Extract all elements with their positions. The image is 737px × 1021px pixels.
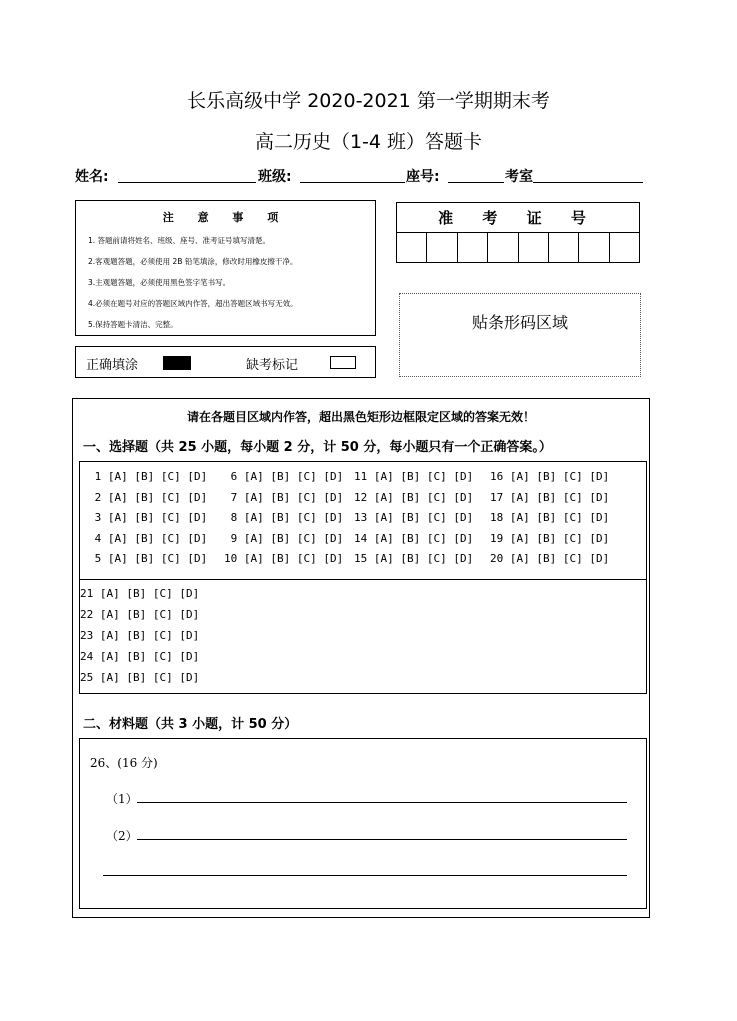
correct-fill-sample [163, 356, 191, 370]
question-15[interactable]: 15 [A] [B] [C] [D] [354, 552, 474, 565]
room-label: 考室 [505, 169, 533, 185]
question-21[interactable]: 21 [A] [B] [C] [D] [80, 587, 200, 600]
question-6[interactable]: 6 [A] [B] [C] [D] [224, 470, 344, 483]
question-2[interactable]: 2 [A] [B] [C] [D] [88, 490, 208, 504]
barcode-label: 贴条形码区域 [471, 313, 568, 332]
section1-title: 一、选择题（共 25 小题，每小题 2 分，计 50 分，每小题只有一个正确答案。） [83, 440, 552, 455]
choice-grid [79, 461, 647, 694]
name-label: 姓名: [75, 169, 109, 185]
q26-sub2-label: （2） [106, 829, 138, 843]
q26-sub2-answer-line[interactable] [137, 839, 627, 840]
exam-id-cell[interactable] [488, 233, 518, 262]
exam-id-cell[interactable] [458, 233, 488, 262]
question-25[interactable]: 25 [A] [B] [C] [D] [80, 671, 200, 684]
q26-label: 26、(16 分) [90, 756, 158, 770]
name-field[interactable] [118, 182, 256, 183]
seat-label: 座号: [406, 169, 440, 185]
room-field[interactable] [533, 182, 643, 183]
exam-id-cell[interactable] [519, 233, 549, 262]
question-1[interactable]: 1 [A] [B] [C] [D] [88, 470, 208, 483]
class-field[interactable] [300, 182, 405, 183]
exam-id-cell[interactable] [610, 233, 639, 262]
question-8[interactable]: 8 [A] [B] [C] [D] [224, 511, 344, 524]
question-16[interactable]: 16 [A] [B] [C] [D] [490, 470, 610, 483]
absent-mark-box[interactable] [330, 356, 356, 369]
question-13[interactable]: 13 [A] [B] [C] [D] [354, 511, 474, 524]
exam-id-title: 准 考 证 号 [397, 203, 639, 233]
fill-legend [75, 346, 376, 378]
question-23[interactable]: 23 [A] [B] [C] [D] [80, 629, 200, 642]
seat-field[interactable] [448, 182, 504, 183]
question-3[interactable]: 3 [A] [B] [C] [D] [88, 511, 208, 524]
question-5[interactable]: 5 [A] [B] [C] [D] [88, 552, 208, 565]
question-20[interactable]: 20 [A] [B] [C] [D] [490, 552, 610, 565]
notice-item: 4.必须在题号对应的答题区域内作答，超出答题区域书写无效。 [88, 299, 298, 308]
question-11[interactable]: 11 [A] [B] [C] [D] [354, 470, 474, 483]
exam-id-cells [397, 233, 639, 262]
question-19[interactable]: 19 [A] [B] [C] [D] [490, 531, 610, 545]
notice-item: 3.主观题答题，必须使用黑色签字笔书写。 [88, 278, 231, 287]
q26-sub1-answer-line[interactable] [137, 802, 627, 803]
section2-title: 二、材料题（共 3 小题，计 50 分） [83, 717, 298, 732]
question-24[interactable]: 24 [A] [B] [C] [D] [80, 650, 200, 663]
page-subtitle: 高二历史（1-4 班）答题卡 [254, 131, 483, 153]
notice-item: 2.客观题答题，必须使用 2B 铅笔填涂，修改时用橡皮擦干净。 [88, 257, 298, 266]
exam-id-cell[interactable] [549, 233, 579, 262]
q26-answer-line[interactable] [103, 875, 627, 876]
answer-warning: 请在各题目区域内作答，超出黑色矩形边框限定区域的答案无效！ [186, 410, 535, 424]
exam-id-box [396, 202, 640, 263]
barcode-area [399, 293, 641, 377]
question-18[interactable]: 18 [A] [B] [C] [D] [490, 511, 610, 524]
exam-id-cell[interactable] [397, 233, 427, 262]
question-4[interactable]: 4 [A] [B] [C] [D] [88, 531, 208, 545]
exam-id-cell[interactable] [579, 233, 609, 262]
q26-sub1-label: （1） [106, 792, 138, 806]
question-10[interactable]: 10 [A] [B] [C] [D] [224, 552, 344, 565]
material-question-box [79, 738, 647, 909]
page-title: 长乐高级中学 2020-2021 第一学期期末考 [187, 90, 550, 112]
question-9[interactable]: 9 [A] [B] [C] [D] [224, 531, 344, 545]
question-17[interactable]: 17 [A] [B] [C] [D] [490, 490, 610, 504]
exam-id-cell[interactable] [427, 233, 457, 262]
student-info-row [75, 166, 645, 184]
notice-title: 注 意 事 项 [162, 211, 289, 224]
notice-item: 1. 答题前请将姓名、班级、座号、准考证号填写清楚。 [88, 236, 271, 245]
absent-mark-label: 缺考标记 [246, 358, 299, 373]
answer-area [72, 398, 650, 918]
notice-item: 5.保持答题卡清洁、完整。 [88, 320, 178, 329]
question-14[interactable]: 14 [A] [B] [C] [D] [354, 531, 474, 545]
correct-fill-label: 正确填涂 [86, 358, 139, 373]
class-label: 班级: [258, 169, 292, 185]
question-12[interactable]: 12 [A] [B] [C] [D] [354, 490, 474, 504]
notice-box [75, 200, 376, 336]
question-7[interactable]: 7 [A] [B] [C] [D] [224, 490, 344, 504]
choice-divider [80, 579, 646, 580]
question-22[interactable]: 22 [A] [B] [C] [D] [80, 608, 200, 621]
